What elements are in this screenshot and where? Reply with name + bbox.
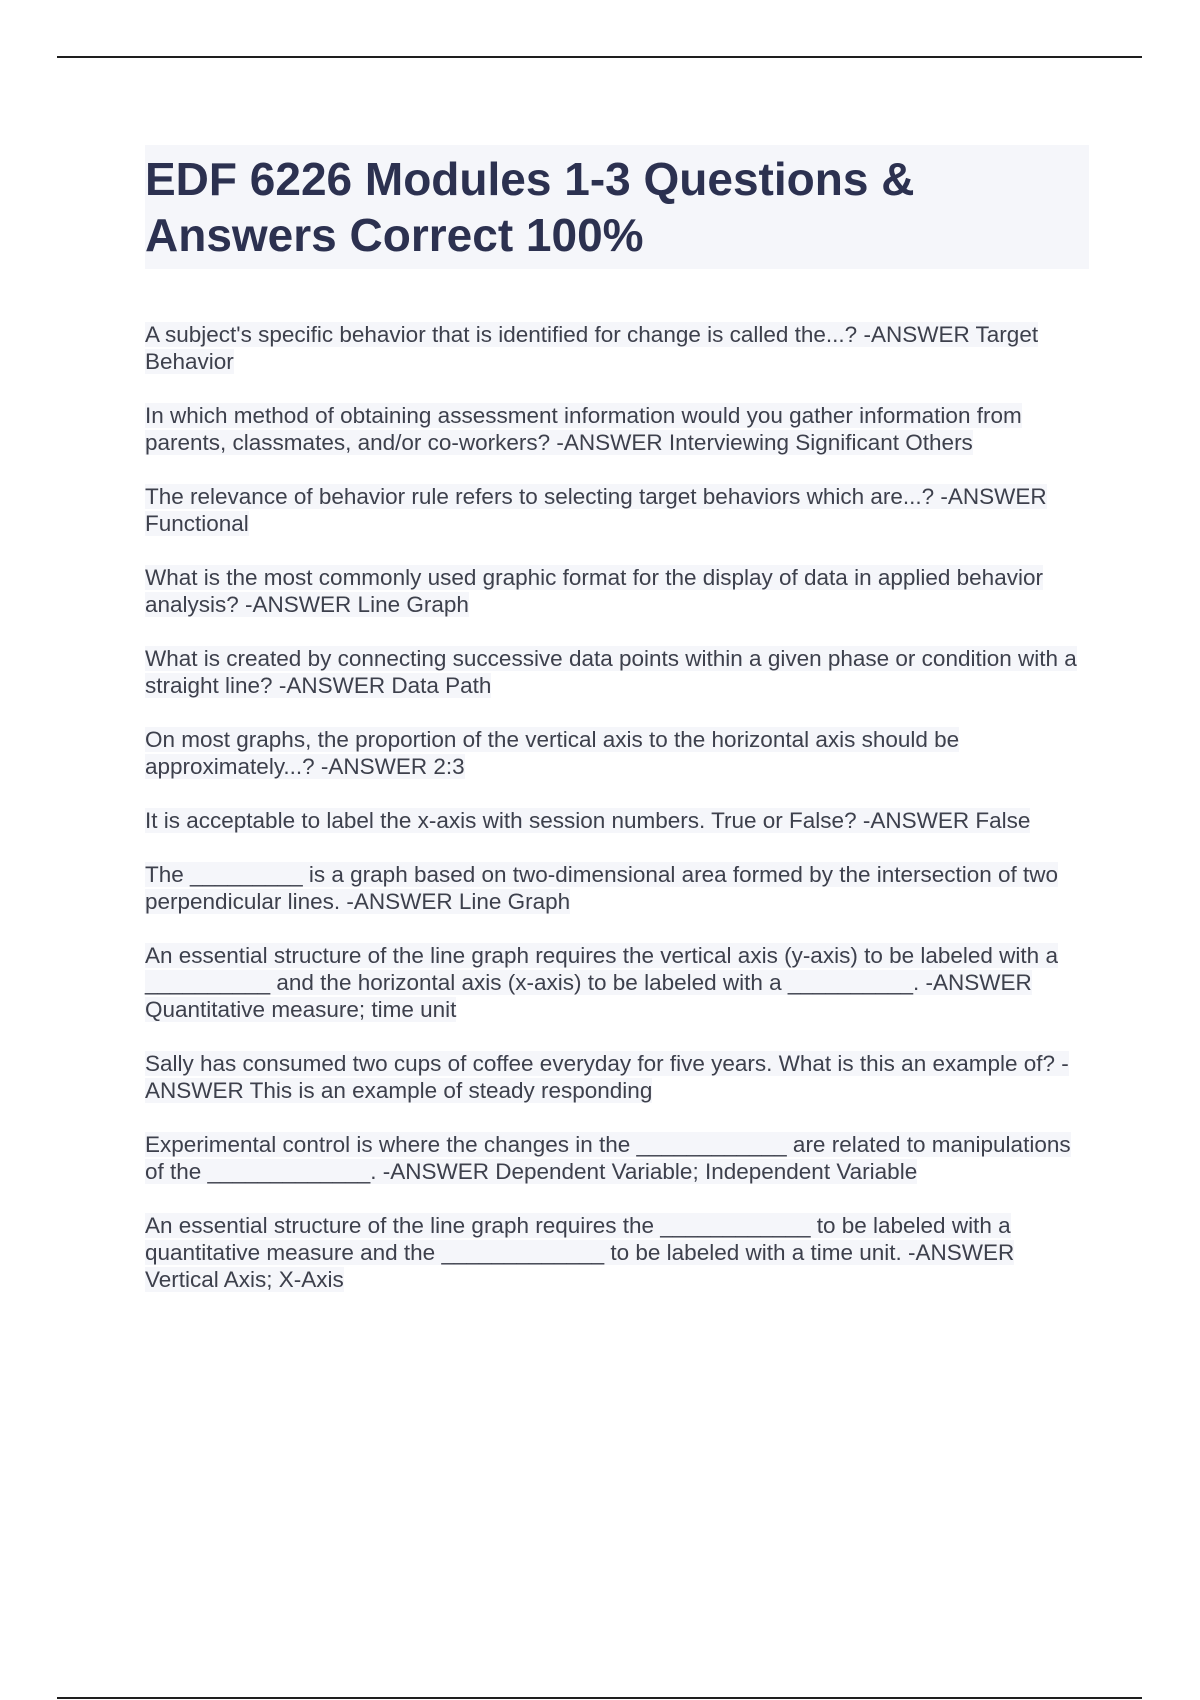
qa-item xyxy=(145,942,1089,1023)
qa-text: Experimental control is where the changes in the ____________ are related to manipulations of the _____________. -ANSWER Dependent Variable; Independent Variable xyxy=(145,1132,1071,1184)
top-rule xyxy=(57,56,1142,58)
document-title: EDF 6226 Modules 1-3 Questions & Answers Correct 100% xyxy=(145,153,915,261)
qa-text: What is the most commonly used graphic format for the display of data in applied behavior analysis? -ANSWER Line Graph xyxy=(145,565,1043,617)
title-block xyxy=(145,145,1089,269)
qa-item xyxy=(145,402,1089,456)
qa-text: In which method of obtaining assessment information would you gather information from parents, classmates, and/or co-workers? -ANSWER Interviewing Significant Others xyxy=(145,403,1022,455)
bottom-rule xyxy=(57,1697,1142,1699)
qa-text: It is acceptable to label the x-axis with session numbers. True or False? -ANSWER False xyxy=(145,808,1031,833)
document-body xyxy=(145,145,1089,1320)
qa-item xyxy=(145,1131,1089,1185)
qa-text: The relevance of behavior rule refers to selecting target behaviors which are...? -ANSWER Functional xyxy=(145,484,1047,536)
qa-item xyxy=(145,483,1089,537)
qa-item xyxy=(145,1050,1089,1104)
qa-text: What is created by connecting successive data points within a given phase or condition with a straight line? -ANSWER Data Path xyxy=(145,646,1077,698)
qa-item xyxy=(145,645,1089,699)
qa-item xyxy=(145,726,1089,780)
qa-item xyxy=(145,564,1089,618)
qa-text: Sally has consumed two cups of coffee everyday for five years. What is this an example of? -ANSWER This is an example of steady responding xyxy=(145,1051,1069,1103)
qa-item xyxy=(145,861,1089,915)
qa-item xyxy=(145,807,1089,834)
qa-text: An essential structure of the line graph requires the ____________ to be labeled with a quantitative measure and the _____________ to be labeled with a time unit. -ANSWER Vertical Axis; X-Axis xyxy=(145,1213,1015,1292)
qa-text: An essential structure of the line graph requires the vertical axis (y-axis) to be labeled with a __________ and the horizontal axis (x-axis) to be labeled with a __________. -ANSWER Quantitative measure; time unit xyxy=(145,943,1058,1022)
qa-item xyxy=(145,1212,1089,1293)
qa-text: On most graphs, the proportion of the vertical axis to the horizontal axis should be approximately...? -ANSWER 2:3 xyxy=(145,727,960,779)
qa-text: A subject's specific behavior that is identified for change is called the...? -ANSWER Target Behavior xyxy=(145,322,1039,374)
qa-item xyxy=(145,321,1089,375)
qa-text: The _________ is a graph based on two-dimensional area formed by the intersection of two perpendicular lines. -ANSWER Line Graph xyxy=(145,862,1059,914)
qa-list xyxy=(145,321,1089,1293)
